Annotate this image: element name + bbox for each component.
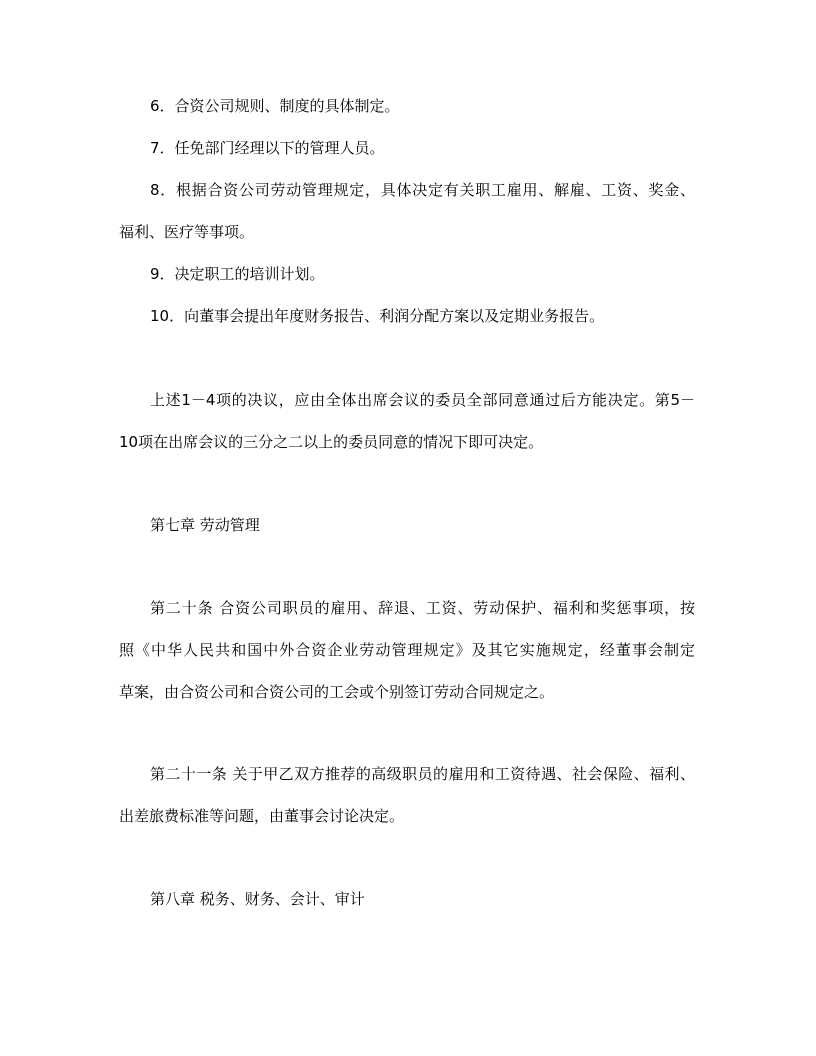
article21-line2: 出差旅费标准等问题，由董事会讨论决定。 — [119, 807, 405, 825]
list-item-6: 6．合资公司规则、制度的具体制定。 — [150, 97, 400, 115]
article20-line2: 照《中华人民共和国中外合资企业劳动管理规定》及其它实施规定，经董事会制定 — [119, 641, 695, 659]
list-item-8-line2: 福利、医疗等事项。 — [119, 223, 255, 241]
list-item-9: 9．决定职工的培训计划。 — [150, 265, 325, 283]
chapter8-heading: 第八章 税务、财务、会计、审计 — [150, 890, 365, 908]
list-item-10: 10．向董事会提出年度财务报告、利润分配方案以及定期业务报告。 — [150, 307, 605, 325]
list-item-8-line1: 8．根据合资公司劳动管理规定，具体决定有关职工雇用、解雇、工资、奖金、 — [150, 181, 695, 199]
resolution-paragraph-line2: 10项在出席会议的三分之二以上的委员同意的情况下即可决定。 — [119, 433, 544, 451]
article20-line1: 第二十条 合资公司职员的雇用、辞退、工资、劳动保护、福利和奖惩事项，按 — [150, 599, 695, 617]
resolution-paragraph-line1: 上述1－4项的决议，应由全体出席会议的委员全部同意通过后方能决定。第5－ — [150, 391, 695, 409]
list-item-7: 7．任免部门经理以下的管理人员。 — [150, 139, 385, 157]
chapter7-heading: 第七章 劳动管理 — [150, 516, 260, 534]
article21-line1: 第二十一条 关于甲乙双方推荐的高级职员的雇用和工资待遇、社会保险、福利、 — [150, 765, 695, 783]
article20-line3: 草案，由合资公司和合资公司的工会或个别签订劳动合同规定之。 — [119, 683, 555, 701]
